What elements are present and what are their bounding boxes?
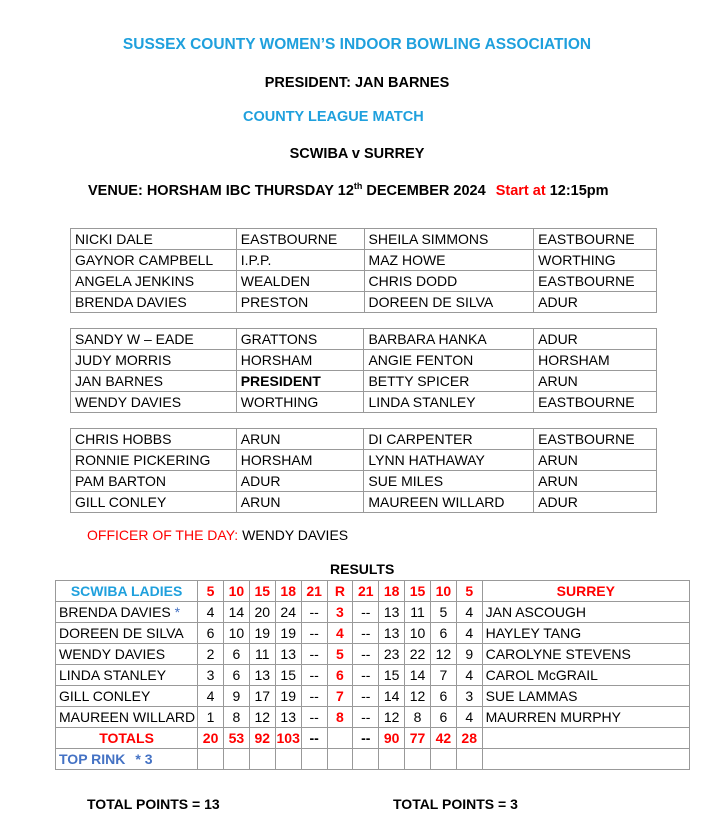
club-name: WORTHING [236,392,364,413]
score: 12 [249,707,275,728]
start-label: Start at [495,182,546,199]
empty-cell [327,749,353,770]
score: 14 [405,665,431,686]
club-name: EASTBOURNE [534,392,657,413]
empty-cell [482,749,689,770]
venue-line [88,181,609,199]
club-name: WEALDEN [236,271,364,292]
player-name: PAM BARTON [71,471,237,492]
rink-row [71,471,657,492]
home-player [56,623,198,644]
club-name: EASTBOURNE [236,229,364,250]
score: -- [301,644,327,665]
club-name: HORSHAM [534,350,657,371]
rink-row [71,371,657,392]
score: -- [353,686,379,707]
end-header: R [327,581,353,602]
results-row [56,644,690,665]
end-header: 5 [198,581,224,602]
venue-date: VENUE: HORSHAM IBC THURSDAY 12 [88,182,354,199]
rink-row [71,350,657,371]
score: 12 [379,707,405,728]
teams-line: SCWIBA v SURREY [289,146,425,162]
score: 3 [456,686,482,707]
score: 15 [275,665,301,686]
away-player: CAROLYNE STEVENS [482,644,689,665]
score: 4 [456,707,482,728]
end-header: 5 [456,581,482,602]
empty-cell [405,749,431,770]
club-name: ADUR [236,471,364,492]
rink-number: 4 [327,623,353,644]
score: 7 [430,665,456,686]
home-player-name: MAUREEN WILLARD [59,709,196,725]
empty-cell [249,749,275,770]
home-player [56,665,198,686]
player-name: GILL CONLEY [71,492,237,513]
results-title: RESULTS [330,561,395,577]
officer-label: OFFICER OF THE DAY: [87,527,239,543]
player-name: JUDY MORRIS [71,350,237,371]
start-time: 12:15pm [549,182,609,199]
results-table [55,580,690,770]
empty-cell [353,749,379,770]
score: -- [301,602,327,623]
top-rink-cell [56,749,198,770]
end-header: 18 [275,581,301,602]
home-player-name: DOREEN DE SILVA [59,625,184,641]
rink-row [71,492,657,513]
results-row [56,707,690,728]
score: 24 [275,602,301,623]
rink-number: 6 [327,665,353,686]
score: 14 [224,602,250,623]
total-score: -- [301,728,327,749]
total-score: 28 [456,728,482,749]
player-name: GAYNOR CAMPBELL [71,250,237,271]
home-player-name: LINDA STANLEY [59,667,167,683]
score: 12 [430,644,456,665]
officer-name: WENDY DAVIES [242,527,349,543]
away-player: SUE LAMMAS [482,686,689,707]
away-player: JAN ASCOUGH [482,602,689,623]
player-name: JAN BARNES [71,371,237,392]
away-player: HAYLEY TANG [482,623,689,644]
end-header: 18 [379,581,405,602]
rink-row [71,429,657,450]
totals-row [56,728,690,749]
end-header: 15 [405,581,431,602]
total-score [327,728,353,749]
venue-month: DECEMBER 2024 [362,182,486,199]
score: 4 [198,686,224,707]
away-player: MAURREN MURPHY [482,707,689,728]
player-name: LYNN HATHAWAY [364,450,534,471]
score: -- [353,665,379,686]
score: 4 [198,602,224,623]
club-name: HORSHAM [236,450,364,471]
end-header: 21 [353,581,379,602]
club-name: EASTBOURNE [534,429,657,450]
score: 4 [456,665,482,686]
home-player [56,707,198,728]
rink-table-2 [70,328,657,413]
score: 6 [224,665,250,686]
score: -- [301,665,327,686]
club-name: PRESIDENT [236,371,364,392]
away-team-header: SURREY [482,581,689,602]
end-header: 21 [301,581,327,602]
score: 19 [249,623,275,644]
score: 23 [379,644,405,665]
totals-empty [482,728,689,749]
empty-cell [456,749,482,770]
empty-cell [198,749,224,770]
empty-cell [224,749,250,770]
rink-row [71,392,657,413]
home-player [56,602,198,623]
score: 12 [405,686,431,707]
total-score: 53 [224,728,250,749]
player-name: CHRIS DODD [364,271,534,292]
rink-number: 7 [327,686,353,707]
home-player [56,686,198,707]
player-name: BARBARA HANKA [364,329,534,350]
results-row [56,623,690,644]
away-total-points: TOTAL POINTS = 3 [393,796,518,812]
score: 6 [224,644,250,665]
top-rink-row [56,749,690,770]
score: 13 [379,623,405,644]
score: 6 [430,707,456,728]
total-score: 20 [198,728,224,749]
total-score: 77 [405,728,431,749]
club-name: GRATTONS [236,329,364,350]
player-name: NICKI DALE [71,229,237,250]
club-name: EASTBOURNE [534,271,657,292]
rink-row [71,450,657,471]
end-header: 15 [249,581,275,602]
home-team-header: SCWIBA LADIES [56,581,198,602]
rink-table-1 [70,228,657,313]
empty-cell [301,749,327,770]
club-name: ARUN [534,471,657,492]
president-line: PRESIDENT: JAN BARNES [264,75,450,91]
rink-row [71,329,657,350]
totals-label: TOTALS [56,728,198,749]
rink-row [71,229,657,250]
score: -- [301,623,327,644]
player-name: ANGELA JENKINS [71,271,237,292]
empty-cell [379,749,405,770]
score: 4 [456,623,482,644]
rink-row [71,292,657,313]
score: -- [353,623,379,644]
score: -- [353,602,379,623]
player-name: SHEILA SIMMONS [364,229,534,250]
officer-line [87,527,348,543]
results-row [56,665,690,686]
player-name: DI CARPENTER [364,429,534,450]
score: 13 [275,707,301,728]
total-score: 90 [379,728,405,749]
empty-cell [275,749,301,770]
score: 3 [198,665,224,686]
end-header: 10 [430,581,456,602]
score: 6 [430,623,456,644]
rink-number: 3 [327,602,353,623]
score: 13 [249,665,275,686]
club-name: ARUN [534,450,657,471]
score: 17 [249,686,275,707]
club-name: ADUR [534,492,657,513]
score: 8 [405,707,431,728]
total-score: 92 [249,728,275,749]
score: 9 [224,686,250,707]
rink-table-3 [70,428,657,513]
home-player-name: BRENDA DAVIES [59,604,171,620]
player-name: LINDA STANLEY [364,392,534,413]
score: -- [301,686,327,707]
score: 6 [198,623,224,644]
club-name: HORSHAM [236,350,364,371]
total-score: -- [353,728,379,749]
home-player-name: WENDY DAVIES [59,646,166,662]
score: 5 [430,602,456,623]
results-row [56,686,690,707]
total-score: 103 [275,728,301,749]
player-name: WENDY DAVIES [71,392,237,413]
player-name: SANDY W – EADE [71,329,237,350]
score: 20 [249,602,275,623]
club-name: I.P.P. [236,250,364,271]
end-header: 10 [224,581,250,602]
club-name: ARUN [236,492,364,513]
score: 2 [198,644,224,665]
score: 13 [275,644,301,665]
empty-cell [430,749,456,770]
score: 19 [275,623,301,644]
rink-number: 8 [327,707,353,728]
score: 8 [224,707,250,728]
rink-row [71,271,657,292]
score: -- [301,707,327,728]
club-name: EASTBOURNE [534,229,657,250]
score: 1 [198,707,224,728]
player-name: SUE MILES [364,471,534,492]
rink-row [71,250,657,271]
score: 9 [456,644,482,665]
score: 19 [275,686,301,707]
score: 14 [379,686,405,707]
score: 6 [430,686,456,707]
score: 4 [456,602,482,623]
player-name: DOREEN DE SILVA [364,292,534,313]
club-name: ADUR [534,292,657,313]
home-player-name: GILL CONLEY [59,688,151,704]
player-name: ANGIE FENTON [364,350,534,371]
score: 10 [224,623,250,644]
rink-number: 5 [327,644,353,665]
results-header-row [56,581,690,602]
player-name: CHRIS HOBBS [71,429,237,450]
date-superscript: th [353,181,363,191]
score: 13 [379,602,405,623]
player-name: BETTY SPICER [364,371,534,392]
association-title: SUSSEX COUNTY WOMEN’S INDOOR BOWLING ASSOCIATION [122,36,592,53]
score: 15 [379,665,405,686]
club-name: ARUN [534,371,657,392]
club-name: ARUN [236,429,364,450]
home-player [56,644,198,665]
home-total-points: TOTAL POINTS = 13 [87,796,220,812]
score: -- [353,707,379,728]
player-name: MAUREEN WILLARD [364,492,534,513]
results-row [56,602,690,623]
total-score: 42 [430,728,456,749]
club-name: WORTHING [534,250,657,271]
match-type: COUNTY LEAGUE MATCH [243,109,424,125]
score: 11 [249,644,275,665]
club-name: ADUR [534,329,657,350]
player-name: BRENDA DAVIES [71,292,237,313]
club-name: PRESTON [236,292,364,313]
score: 22 [405,644,431,665]
top-rink-value: * 3 [135,751,153,767]
score: 11 [405,602,431,623]
top-rink-label: TOP RINK [59,751,126,767]
score: -- [353,644,379,665]
player-name: MAZ HOWE [364,250,534,271]
score: 10 [405,623,431,644]
player-name: RONNIE PICKERING [71,450,237,471]
away-player: CAROL McGRAIL [482,665,689,686]
top-rink-star: * [170,604,181,620]
